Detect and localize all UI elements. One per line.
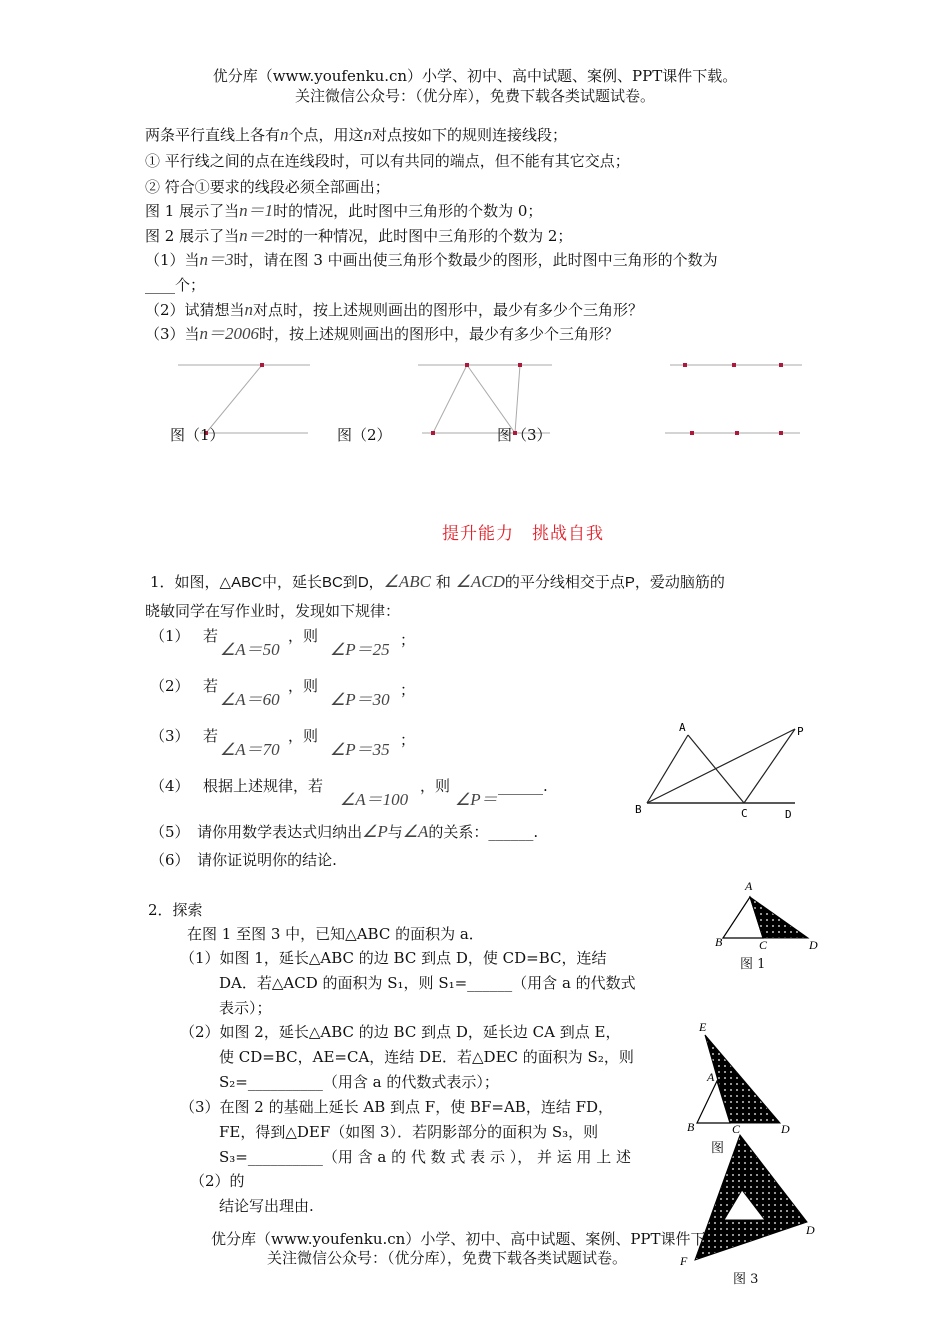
rule-1: ① 平行线之间的点在连线段时，可以有共同的端点，但不能有其它交点； xyxy=(145,152,630,170)
svg-text:F: F xyxy=(680,1254,688,1268)
label-A: A xyxy=(679,721,686,734)
p2-line-8: （3）在图 2 的基础上延长 AB 到点 F，使 BF=AB，连结 FD， xyxy=(180,1098,614,1116)
p1-item-5: （5） 请你用数学表达式归纳出∠P与∠A的关系：______. xyxy=(150,822,539,841)
svg-text:A: A xyxy=(707,1070,715,1084)
label-C: C xyxy=(741,807,748,820)
header-line-2: 关注微信公众号：（优分库），免费下载各类试题试卷。 xyxy=(294,87,655,105)
label-D: D xyxy=(785,808,792,821)
svg-text:E: E xyxy=(699,1020,707,1034)
footer-line-2: 关注微信公众号：（优分库），免费下载各类试题试卷。 xyxy=(267,1249,628,1267)
question-1-cont: ____个； xyxy=(145,276,206,294)
p2-line-7: S₂=__________（用含 a 的代数式表示）； xyxy=(219,1073,499,1091)
svg-text:B: B xyxy=(715,935,723,949)
question-1: （1）当n＝3时，请在图 3 中画出使三角形个数最少的图形，此时图中三角形的个数为 xyxy=(145,250,718,269)
header-line-1: 优分库（www.youfenku.cn）小学、初中、高中试题、案例、PPT课件下载。 xyxy=(212,67,738,85)
p2-line-11: （2）的 xyxy=(190,1172,245,1190)
fig3-label: 图（3） xyxy=(497,426,552,444)
svg-text:C: C xyxy=(759,938,768,950)
p2-line-1: 在图 1 至图 3 中，已知△ABC 的面积为 a． xyxy=(187,925,484,943)
svg-text:C: C xyxy=(732,1122,741,1136)
angle-bisector-figure xyxy=(625,715,815,825)
document-page: 优分库（www.youfenku.cn）小学、初中、高中试题、案例、PPT课件下载。 关注微信公众号：（优分库），免费下载各类试题试卷。 两条平行直线上各有n个点，用这n对点按如下的规则连接线段； ① 平行线之间的点在连线段时，可以有共同的端点，但不能有其它交点； ② 符合①要求的线段必须全部画出； 图 1 展示了当n＝1时的情况，此时图中三角形的个数为 0； 图 2 展示了当n＝2时的一种情况，此时图中三角形的个数为 2； （1）当n＝3时，请在图 3 中画出使三角形个数最少的图形，此时图中三角形的个数为 ____个； （2）试猜想当n对点时，按上述规则画出的图形中，最少有多少个三角形？ （3）当n＝2006时，按上述规则画出的图形中，最少有多少个三角形？ 图（1） 图（2） 图（3） 提升能力 挑战自我 1．如图，△ABC中，延长BC到D，∠ABC 和 ∠ACD的平分线相交于点P，爱动脑筋的 晓敏同学在写作业时，发现如下规律： （1） 若 ∠A＝50 ，则 ∠P＝25 ； （2） 若 ∠A＝60 ，则 ∠P＝30 ； （3） 若 ∠A＝70 ，则 ∠P＝35 ； （4） 根据上述规律，若 ∠A＝100 ，则 ∠P＝ ______. （5） 请你用数学表达式归纳出∠P与∠A的关系：______. （6） 请你证说明你的结论. A B C D P 2．探索 在图 1 至图 3 中，已知△ABC 的面积为 a． （1）如图 1，延长△ABC 的边 BC 到点 D，使 CD=BC，连结 DA．若△ACD 的面积为 S₁，则 S₁=______（用含 a 的代数式 表示）； （2）如图 2，延长△ABC 的边 BC 到点 D，延长边 CA 到点 E， 使 CD=BC，AE=CA，连结 DE．若△DEC 的面积为 S₂，则 S₂=__________（用含 a 的代数式表示）； （3）在图 2 的基础上延长 AB 到点 F，使 BF=AB，连结 FD， FE，得到△DEF（如图 3）．若阴影部分的面积为 S₃，则 S₃=__________（用 含 a 的 代 数 式 表 示 ）， 并 运 用 上 述 （2）的 结论写出理由. A B C D 图 1 E A B C D 图 D F 图 3 优分库（www.youfenku.cn）小学、初中、高中试题、案例、PPT课件下 关注微信公众号：（优分库），免费下载各类试题试卷。 xyxy=(0,0,950,1344)
svg-text:D: D xyxy=(781,1122,790,1136)
fig2-note: 图 2 展示了当n＝2时的一种情况，此时图中三角形的个数为 2； xyxy=(145,226,573,245)
p2-fig2-caption: 图 xyxy=(711,1141,725,1156)
p2-line-2: （1）如图 1，延长△ABC 的边 BC 到点 D，使 CD=BC，连结 xyxy=(180,949,607,967)
rule-2: ② 符合①要求的线段必须全部画出； xyxy=(145,178,390,196)
svg-text:D: D xyxy=(806,1223,815,1237)
p2-figure-3 xyxy=(670,1130,830,1270)
footer-line-1: 优分库（www.youfenku.cn）小学、初中、高中试题、案例、PPT课件下 xyxy=(211,1230,706,1248)
parallel-lines-figures xyxy=(160,355,820,455)
p2-line-3: DA．若△ACD 的面积为 S₁，则 S₁=______（用含 a 的代数式 xyxy=(219,974,636,992)
p1-line-2: 晓敏同学在写作业时，发现如下规律： xyxy=(145,602,401,620)
p2-fig1-caption: 图 1 xyxy=(740,957,766,972)
p2-fig3-caption: 图 3 xyxy=(733,1272,759,1287)
question-2: （2）试猜想当n对点时，按上述规则画出的图形中，最少有多少个三角形？ xyxy=(145,300,644,319)
question-3: （3）当n＝2006时，按上述规则画出的图形中，最少有多少个三角形？ xyxy=(145,324,620,343)
intro-line: 两条平行直线上各有n个点，用这n对点按如下的规则连接线段； xyxy=(145,125,568,144)
p2-line-6: 使 CD=BC，AE=CA，连结 DE．若△DEC 的面积为 S₂，则 xyxy=(219,1048,634,1066)
p2-line-4: 表示）； xyxy=(219,999,272,1017)
p2-figure-1 xyxy=(710,875,825,950)
label-P: P xyxy=(797,725,804,738)
section-title: 提升能力 挑战自我 xyxy=(442,524,604,544)
p2-title: 2．探索 xyxy=(148,901,203,919)
fig2-label: 图（2） xyxy=(337,426,392,444)
p2-line-9: FE，得到△DEF（如图 3）．若阴影部分的面积为 S₃，则 xyxy=(219,1123,599,1141)
svg-text:B: B xyxy=(687,1120,695,1134)
p2-figure-2 xyxy=(680,1015,800,1140)
fig1-label: 图（1） xyxy=(170,426,225,444)
p2-line-5: （2）如图 2，延长△ABC 的边 BC 到点 D，延长边 CA 到点 E， xyxy=(180,1023,621,1041)
p1-item-6: （6） 请你证说明你的结论. xyxy=(150,851,337,869)
svg-text:A: A xyxy=(745,879,753,893)
label-B: B xyxy=(635,803,642,816)
p2-line-10: S₃=__________（用 含 a 的 代 数 式 表 示 ）， 并 运 用 上 述 xyxy=(219,1148,632,1166)
svg-text:D: D xyxy=(809,938,818,950)
fig1-note: 图 1 展示了当n＝1时的情况，此时图中三角形的个数为 0； xyxy=(145,201,543,220)
p1-line-1: 1．如图，△ABC中，延长BC到D，∠ABC 和 ∠ACD的平分线相交于点P，爱动脑筋的 xyxy=(150,572,725,591)
p2-line-12: 结论写出理由. xyxy=(219,1197,314,1215)
